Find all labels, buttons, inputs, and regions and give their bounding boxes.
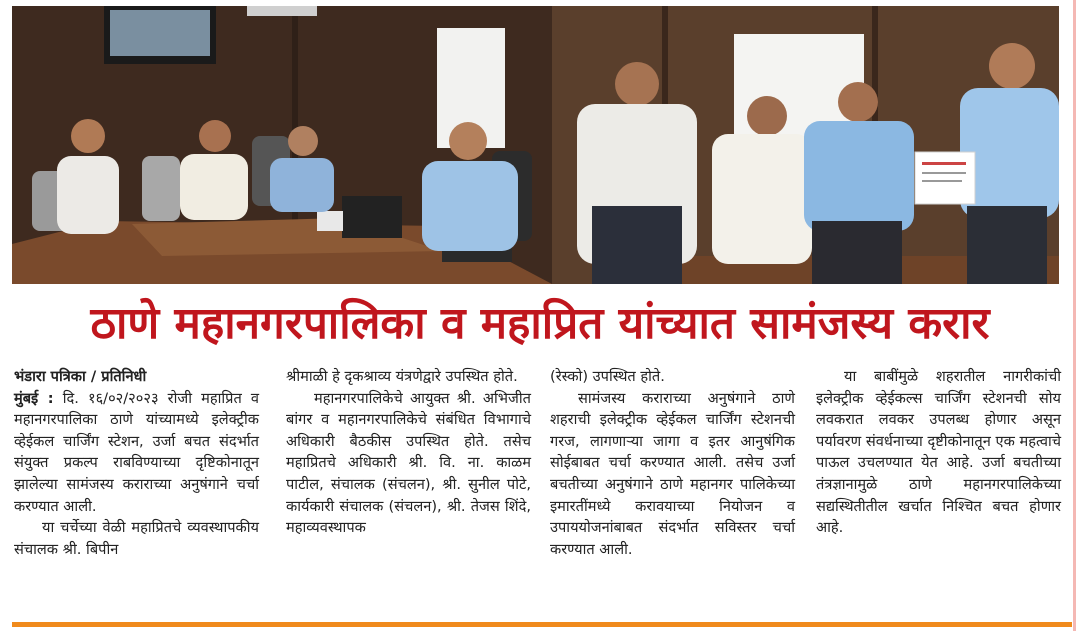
column-1 — [14, 366, 259, 560]
headline: ठाणे महानगरपालिका व महाप्रित यांच्यात सामंजस्य करार — [90, 298, 990, 349]
dateline-place: मुंबई : — [14, 389, 54, 407]
article-body — [14, 366, 1064, 610]
paragraph: सामंजस्य कराराच्या अनुषंगाने ठाणे शहराची इलेक्ट्रीक व्हेईकल चार्जिंग स्टेशनची गरज, लागणाऱ्या जागा व इतर आनुषंगिक सोईबाबत चर्चा करण्यात आली. तसेच उर्जा बचतीच्या अनुषंगाने ठाणे महानगर पालिकेच्या इमारतींमध्ये करावयाच्या नियोजन व उपाययोजनांबाबत संदर्भात सविस्तर चर्चा करण्यात आली. — [550, 389, 795, 558]
paragraph: या चर्चेच्या वेळी महाप्रितचे व्यवस्थापकीय संचालक श्री. बिपीन — [14, 519, 259, 558]
paragraph: श्रीमाळी हे दृकश्राव्य यंत्रणेद्वारे उपस्थित होते. — [286, 368, 518, 385]
paragraph: महानगरपालिकेचे आयुक्त श्री. अभिजीत बांगर व महानगरपालिकेचे संबंधित विभागाचे अधिकारी बैठकीस उपस्थित होते. तसेच महाप्रितचे अधिकारी श्री. वि. ना. काळम पाटील, संचालक (संचलन), श्री. सुनील पोटे, कार्यकारी संचालक (संचलन), श्री. तेजस शिंदे, महाव्यवस्थापक — [286, 389, 531, 537]
paragraph: (रेस्को) उपस्थित होते. — [550, 368, 665, 385]
column-4 — [816, 366, 1061, 539]
column-2 — [286, 366, 531, 539]
paragraph-text: दि. १६/०२/२०२३ रोजी महाप्रित व महानगरपालिका ठाणे यांच्यामध्ये इलेक्ट्रीक व्हेईकल चार्जिंग स्टेशन, उर्जा बचत संदर्भात संयुक्त प्रकल्प राबविण्याच्या दृष्टिकोनातून झालेल्या सामंजस्य कराराच्या अनुषंगाने चर्चा करण्यात आली. — [14, 389, 259, 515]
bottom-divider — [12, 622, 1072, 627]
right-edge-divider — [1073, 0, 1076, 631]
paragraph: या बाबींमुळे शहरातील नागरीकांची इलेक्ट्रीक व्हेईकल्स चार्जिंग स्टेशनची सोय लवकरात लवकर उपलब्ध होणार असून पर्यावरण संवर्धनाच्या दृष्टीकोनातून एक महत्वाचे पाऊल उचलण्यात येत आहे. उर्जा बचतीच्या तंत्रज्ञानामुळे ठाणे महानगरपालिकेच्या सद्यस्थितीतील खर्चात निश्चित बचत होणार आहे. — [816, 368, 1061, 537]
meeting-photo-illustration — [12, 6, 1059, 284]
column-3 — [550, 366, 795, 560]
paragraph — [14, 388, 259, 518]
byline: भंडारा पत्रिका / प्रतिनिधी — [14, 368, 147, 385]
news-photo — [12, 6, 1059, 284]
